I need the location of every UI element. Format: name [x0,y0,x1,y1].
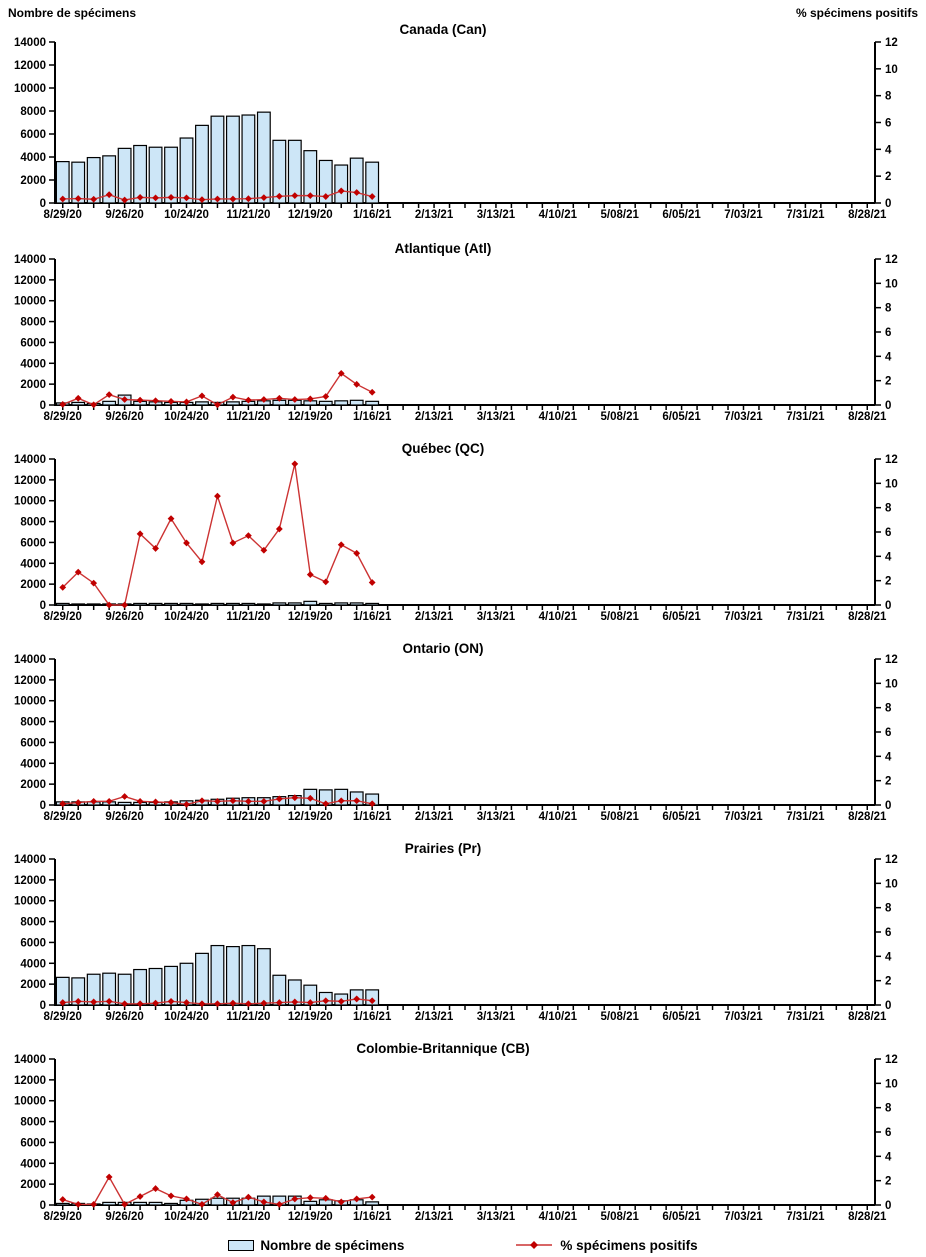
legend-bars-label: Nombre de spécimens [260,1237,405,1253]
positivity-marker [199,392,206,399]
left-tick-label: 12000 [14,874,46,887]
x-tick-label: 8/29/20 [43,1211,82,1223]
x-tick-label: 4/10/21 [538,1011,578,1023]
positivity-marker [322,578,329,585]
left-tick-label: 0 [39,198,46,210]
x-tick-label: 4/10/21 [538,1211,578,1223]
right-tick-label: 10 [885,878,898,891]
positivity-marker [121,793,128,800]
left-tick-label: 4000 [20,1158,46,1171]
bar [335,165,348,203]
chart-title: Colombie-Britannique (CB) [356,1041,530,1056]
right-tick-label: 8 [885,302,892,315]
x-tick-label: 11/21/20 [226,1011,271,1023]
left-tick-label: 4000 [20,358,46,371]
right-tick-label: 2 [885,775,892,788]
x-tick-label: 10/24/20 [164,411,209,423]
left-tick-label: 10000 [14,295,46,308]
positivity-marker [59,1196,66,1203]
left-tick-label: 12000 [14,674,46,687]
x-tick-label: 6/05/21 [662,611,701,623]
bar [242,115,255,203]
x-tick-label: 8/28/21 [848,811,887,823]
left-tick-label: 4000 [20,958,46,971]
x-tick-label: 1/16/21 [352,411,392,423]
bar [319,603,332,605]
right-tick-label: 12 [885,37,898,49]
right-tick-label: 8 [885,90,892,103]
x-tick-label: 7/03/21 [724,1211,763,1223]
x-tick-label: 1/16/21 [352,209,392,221]
chart-title: Atlantique (Atl) [394,241,492,256]
x-tick-label: 8/29/20 [43,1011,82,1023]
x-tick-label: 2/13/21 [414,209,454,221]
bar [196,402,209,405]
left-tick-label: 6000 [20,1137,46,1150]
left-tick-label: 14000 [14,854,46,866]
right-tick-label: 4 [885,951,892,964]
right-tick-label: 2 [885,171,892,184]
right-tick-label: 12 [885,1054,898,1066]
x-tick-label: 3/13/21 [476,411,516,423]
bar [56,1203,69,1205]
right-tick-label: 2 [885,1175,892,1188]
right-tick-label: 2 [885,575,892,588]
positivity-marker [307,1194,314,1201]
chart-title: Canada (Can) [399,22,487,37]
positivity-marker [230,540,237,547]
left-tick-label: 10000 [14,495,46,508]
right-tick-label: 12 [885,654,898,666]
bar [366,1202,379,1205]
bar [211,116,224,203]
x-tick-label: 7/31/21 [786,1011,825,1023]
x-tick-label: 5/08/21 [600,611,639,623]
x-tick-label: 10/24/20 [164,1011,209,1023]
bar [134,1202,147,1205]
left-tick-label: 10000 [14,895,46,908]
bar [242,603,255,605]
x-tick-label: 3/13/21 [476,611,516,623]
x-tick-label: 7/31/21 [786,209,825,221]
x-tick-label: 1/16/21 [352,611,392,623]
bar [227,402,240,405]
x-tick-label: 8/29/20 [43,811,82,823]
left-tick-label: 8000 [20,316,46,329]
left-tick-label: 14000 [14,454,46,466]
x-tick-label: 8/29/20 [43,611,82,623]
x-tick-label: 9/26/20 [105,611,144,623]
x-tick-label: 11/21/20 [226,611,271,623]
x-tick-label: 12/19/20 [287,1211,333,1223]
left-axis-title: Nombre de spécimens [8,6,137,20]
x-tick-label: 7/31/21 [786,811,825,823]
bar [366,603,379,605]
left-tick-label: 8000 [20,106,46,118]
x-tick-label: 3/13/21 [476,209,516,221]
positivity-marker [369,579,376,586]
bars-series [56,601,378,605]
positivity-marker [168,515,175,522]
x-tick-label: 10/24/20 [164,811,209,823]
x-tick-label: 7/31/21 [786,1211,825,1223]
x-tick-label: 7/31/21 [786,611,825,623]
positivity-marker [75,1201,82,1208]
positivity-marker [106,1174,113,1181]
left-tick-label: 2000 [20,779,46,792]
right-tick-label: 4 [885,351,892,364]
right-tick-label: 10 [885,63,898,76]
right-tick-label: 4 [885,551,892,564]
bar [227,116,240,203]
bar [350,158,363,203]
chart-title: Prairies (Pr) [404,841,482,856]
x-tick-label: 5/08/21 [600,209,639,221]
bar [227,947,240,1005]
x-tick-label: 6/05/21 [662,811,701,823]
x-tick-label: 9/26/20 [105,1211,144,1223]
left-tick-label: 0 [39,1200,46,1212]
x-tick-label: 9/26/20 [105,411,144,423]
positivity-marker [353,550,360,557]
right-tick-label: 0 [885,198,892,210]
bar-swatch-icon [228,1240,254,1251]
x-tick-label: 12/19/20 [287,209,333,221]
bars-series [56,112,378,203]
right-tick-label: 6 [885,327,892,339]
x-tick-label: 5/08/21 [600,1211,639,1223]
positivity-marker [307,571,314,578]
chart-title: Ontario (ON) [402,641,484,656]
right-tick-label: 0 [885,400,892,412]
left-tick-label: 2000 [20,979,46,992]
positivity-marker [121,602,128,609]
x-tick-label: 1/16/21 [352,1011,392,1023]
bar [258,949,271,1005]
right-tick-label: 2 [885,375,892,388]
bar [350,603,363,605]
bar [196,604,209,605]
x-tick-label: 8/28/21 [848,1011,887,1023]
left-tick-label: 6000 [20,537,46,550]
left-tick-label: 2000 [20,175,46,187]
right-tick-label: 6 [885,1127,892,1139]
left-tick-label: 0 [39,600,46,612]
right-tick-label: 6 [885,727,892,739]
left-tick-label: 6000 [20,337,46,350]
left-tick-label: 2000 [20,379,46,392]
bar [149,1202,162,1205]
x-tick-label: 7/03/21 [724,1011,763,1023]
chart-prairies-pr [0,833,926,1033]
left-tick-label: 12000 [14,60,46,72]
bar [350,400,363,405]
x-tick-label: 6/05/21 [662,411,701,423]
positivity-marker [369,1194,376,1201]
bar [196,953,209,1005]
x-tick-label: 8/28/21 [848,1211,887,1223]
right-tick-label: 4 [885,144,892,157]
x-tick-label: 11/21/20 [226,1211,271,1223]
x-tick-label: 1/16/21 [352,811,392,823]
positivity-marker [152,1185,159,1192]
left-tick-label: 10000 [14,1095,46,1108]
x-tick-label: 10/24/20 [164,611,209,623]
x-tick-label: 7/31/21 [786,411,825,423]
positivity-series [59,460,375,608]
bar [165,1203,178,1205]
axis-titles-row [0,0,926,20]
x-tick-label: 2/13/21 [414,411,454,423]
line-swatch-icon [514,1239,554,1251]
x-tick-label: 12/19/20 [287,811,333,823]
bar [319,401,332,405]
positivity-marker [137,1193,144,1200]
left-tick-label: 12000 [14,1074,46,1087]
legend-item-specimens [228,1238,404,1253]
bar [149,603,162,605]
left-tick-label: 6000 [20,937,46,950]
right-tick-label: 8 [885,502,892,515]
x-tick-label: 4/10/21 [538,611,578,623]
x-tick-label: 3/13/21 [476,1011,516,1023]
x-tick-label: 4/10/21 [538,411,578,423]
bar [134,970,147,1005]
right-tick-label: 8 [885,902,892,915]
x-tick-label: 8/28/21 [848,411,887,423]
x-tick-label: 2/13/21 [414,1011,454,1023]
x-tick-label: 3/13/21 [476,811,516,823]
bar [180,138,193,203]
x-tick-label: 2/13/21 [414,811,454,823]
right-tick-label: 12 [885,854,898,866]
chart-title: Québec (QC) [401,441,485,456]
bar [304,601,317,605]
bar [288,603,301,605]
right-tick-label: 10 [885,278,898,291]
bar [242,946,255,1005]
positivity-marker [59,401,66,408]
x-tick-label: 5/08/21 [600,811,639,823]
right-tick-label: 6 [885,527,892,539]
chart-canada-can [0,20,926,233]
left-tick-label: 14000 [14,37,46,49]
bar [258,604,271,605]
right-tick-label: 8 [885,702,892,715]
bar [273,603,286,605]
x-tick-label: 2/13/21 [414,611,454,623]
bar [72,604,85,605]
x-tick-label: 11/21/20 [226,811,271,823]
bar [118,148,131,203]
right-tick-label: 10 [885,1078,898,1091]
positivity-marker [75,395,82,402]
left-tick-label: 8000 [20,516,46,529]
x-tick-label: 4/10/21 [538,811,578,823]
bar [304,1201,317,1205]
left-tick-label: 0 [39,1000,46,1012]
chart-ontario-on [0,633,926,833]
left-tick-label: 14000 [14,254,46,266]
right-tick-label: 10 [885,478,898,491]
x-tick-label: 7/03/21 [724,209,763,221]
x-tick-label: 12/19/20 [287,411,333,423]
x-tick-label: 11/21/20 [226,209,271,221]
left-tick-label: 8000 [20,1116,46,1129]
x-tick-label: 10/24/20 [164,209,209,221]
left-tick-label: 4000 [20,152,46,164]
left-tick-label: 14000 [14,1054,46,1066]
right-tick-label: 8 [885,1102,892,1115]
bar [103,401,116,405]
right-tick-label: 12 [885,254,898,266]
right-tick-label: 12 [885,454,898,466]
positivity-marker [90,1201,97,1208]
bar [180,963,193,1005]
right-axis-title: % spécimens positifs [795,6,918,20]
x-tick-label: 9/26/20 [105,1011,144,1023]
x-tick-label: 7/03/21 [724,811,763,823]
left-tick-label: 0 [39,400,46,412]
x-tick-label: 8/29/20 [43,209,82,221]
x-tick-label: 11/21/20 [226,411,271,423]
right-tick-label: 6 [885,117,892,130]
right-tick-label: 4 [885,1151,892,1164]
x-tick-label: 6/05/21 [662,209,701,221]
positivity-marker [168,1192,175,1199]
bar [335,603,348,605]
right-tick-label: 0 [885,600,892,612]
positivity-marker [369,389,376,396]
right-tick-label: 0 [885,1000,892,1012]
positivity-marker [214,1191,221,1198]
bars-series [56,946,378,1005]
x-tick-label: 2/13/21 [414,1211,454,1223]
left-tick-label: 6000 [20,129,46,141]
bar [211,603,224,605]
positivity-marker [214,493,221,500]
bar [118,802,131,805]
bar [87,604,100,605]
x-tick-label: 8/29/20 [43,411,82,423]
x-tick-label: 7/03/21 [724,611,763,623]
x-tick-label: 10/24/20 [164,1211,209,1223]
bar [56,603,69,605]
chart-qu-bec-qc [0,433,926,633]
x-tick-label: 12/19/20 [287,611,333,623]
positivity-line [63,373,372,404]
x-tick-label: 5/08/21 [600,411,639,423]
x-tick-label: 7/03/21 [724,411,763,423]
bar [72,402,85,405]
bar [335,401,348,405]
bar [258,112,271,203]
left-tick-label: 4000 [20,758,46,771]
left-tick-label: 2000 [20,1179,46,1192]
left-tick-label: 10000 [14,695,46,708]
x-tick-label: 5/08/21 [600,1011,639,1023]
left-tick-label: 10000 [14,83,46,95]
bar [149,969,162,1006]
left-tick-label: 14000 [14,654,46,666]
x-tick-label: 8/28/21 [848,209,887,221]
right-tick-label: 0 [885,800,892,812]
left-tick-label: 6000 [20,737,46,750]
bar [366,401,379,405]
x-tick-label: 8/28/21 [848,611,887,623]
x-tick-label: 4/10/21 [538,209,578,221]
right-tick-label: 0 [885,1200,892,1212]
positivity-marker [338,541,345,548]
left-tick-label: 12000 [14,474,46,487]
legend-line-label: % spécimens positifs [560,1237,698,1253]
x-tick-label: 6/05/21 [662,1011,701,1023]
legend-item-positivity [514,1238,697,1253]
x-tick-label: 9/26/20 [105,811,144,823]
left-tick-label: 12000 [14,274,46,287]
bar [103,1202,116,1205]
bar [227,603,240,605]
bar [196,125,209,203]
x-tick-label: 9/26/20 [105,209,144,221]
right-tick-label: 10 [885,678,898,691]
left-tick-label: 8000 [20,716,46,729]
right-tick-label: 6 [885,927,892,939]
x-tick-label: 1/16/21 [352,1211,392,1223]
x-tick-label: 6/05/21 [662,1211,701,1223]
right-tick-label: 4 [885,751,892,764]
charts-container [0,20,926,1233]
chart-atlantique-atl [0,233,926,433]
left-tick-label: 4000 [20,558,46,571]
chart-colombie-britannique-cb [0,1033,926,1233]
left-tick-label: 2000 [20,579,46,592]
legend [0,1233,926,1257]
bar [211,1198,224,1205]
bar [134,603,147,605]
bar [165,603,178,605]
positivity-marker [230,394,237,401]
x-tick-label: 12/19/20 [287,1011,333,1023]
positivity-marker [291,460,298,467]
bar [180,603,193,605]
left-tick-label: 8000 [20,916,46,929]
x-tick-label: 3/13/21 [476,1211,516,1223]
bar [211,946,224,1005]
right-tick-label: 2 [885,975,892,988]
left-tick-label: 0 [39,800,46,812]
